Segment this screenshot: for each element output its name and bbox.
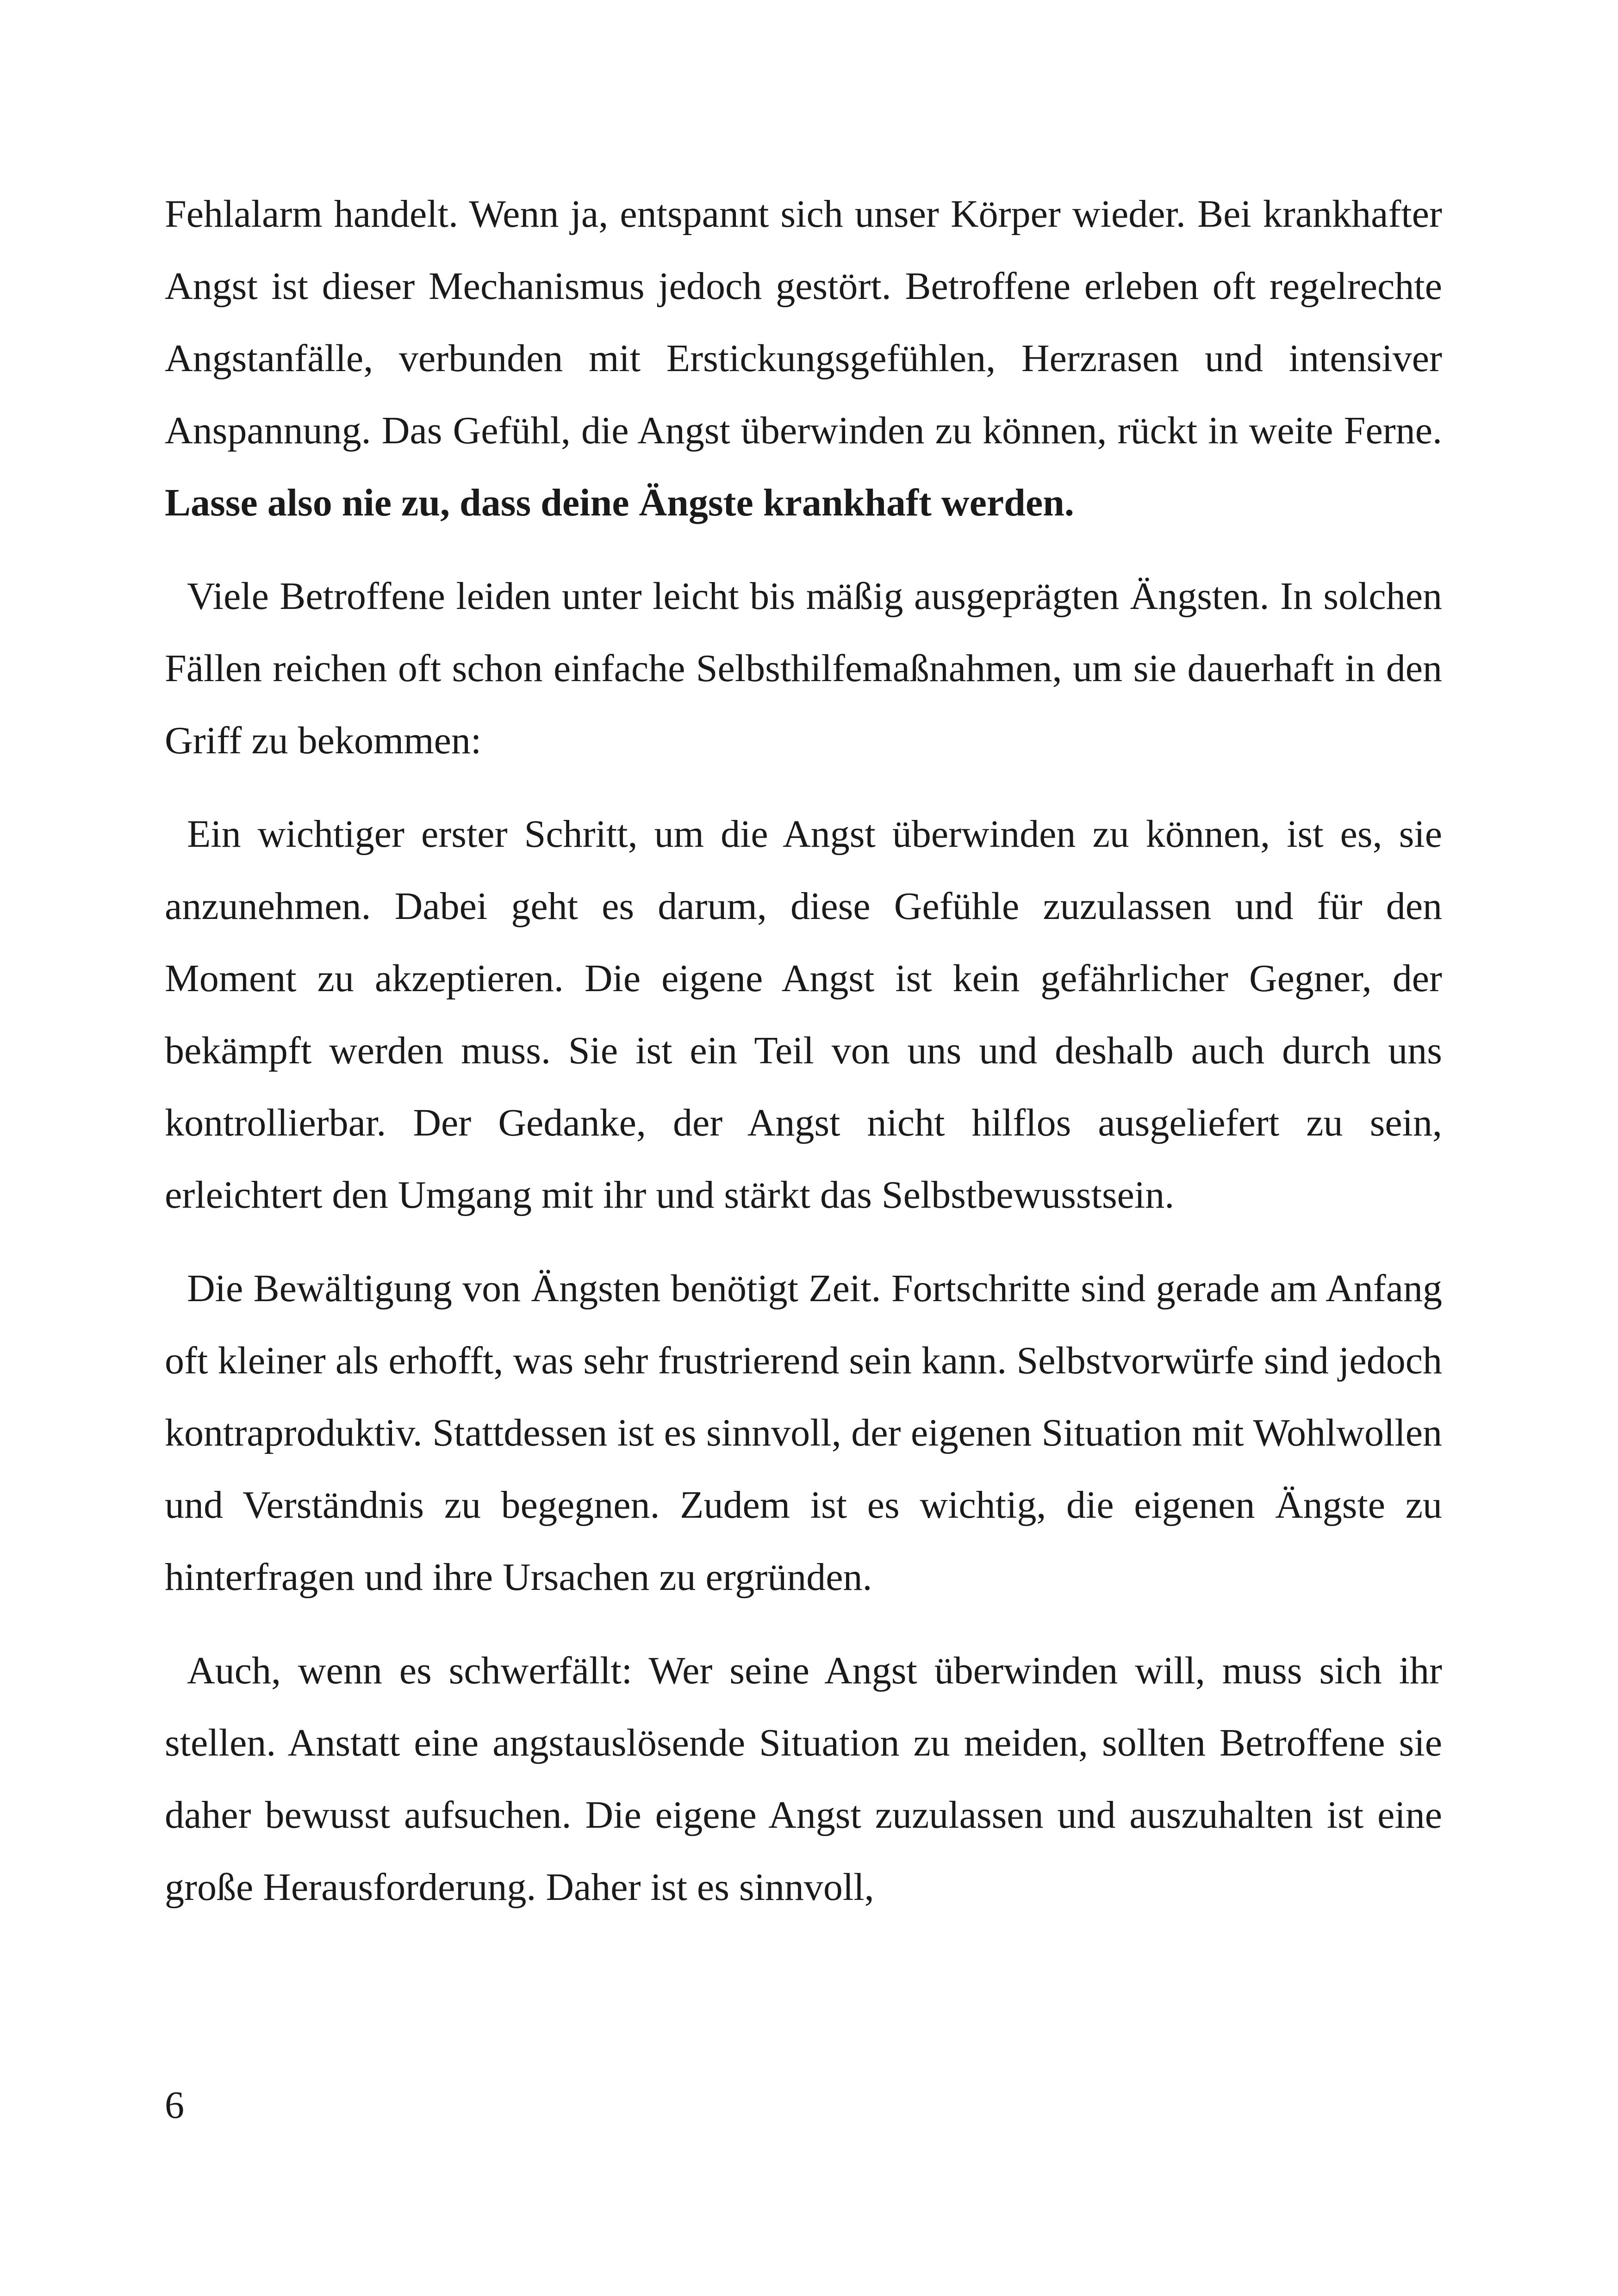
- paragraph-4: Die Bewältigung von Ängsten benötigt Zeit. Fortschritte sind gerade am Anfang oft kleiner als erhofft, was sehr frustrierend sein kann. Selbstvorwürfe sind jedoch kontraproduktiv. Stattdessen ist es sinnvoll, der eigenen Situation mit Wohlwollen und Verständnis zu begegnen. Zudem ist es wichtig, die eigenen Ängste zu hinterfragen und ihre Ursachen zu ergründen.: [165, 1267, 1442, 1599]
- page-number: 6: [165, 2084, 184, 2127]
- paragraph-1-text: Fehlalarm handelt. Wenn ja, entspannt sich unser Körper wieder. Bei krankhafter Angst ist dieser Mechanismus jedoch gestört. Betroffene erleben oft regelrechte Angstanfälle, verbunden mit Erstickungsgefühlen, Herzrasen und intensiver Anspannung. Das Gefühl, die Angst überwinden zu können, rückt in weite Ferne.: [165, 192, 1442, 452]
- paragraph-1-bold-text: Lasse also nie zu, dass deine Ängste krankhaft werden.: [165, 481, 1074, 524]
- paragraph-2: Viele Betroffene leiden unter leicht bis mäßig ausgeprägten Ängsten. In solchen Fällen reichen oft schon einfache Selbsthilfemaßnahmen, um sie dauerhaft in den Griff zu bekommen:: [165, 575, 1442, 762]
- page-body: [165, 178, 1442, 1945]
- paragraph-5: Auch, wenn es schwerfällt: Wer seine Angst überwinden will, muss sich ihr stellen. Anstatt eine angstauslösende Situation zu meiden, sollten Betroffene sie daher bewusst aufsuchen. Die eigene Angst zuzulassen und auszuhalten ist eine große Herausforderung. Daher ist es sinnvoll,: [165, 1649, 1442, 1909]
- paragraph-1: [165, 178, 1442, 539]
- paragraph-3: Ein wichtiger erster Schritt, um die Angst überwinden zu können, ist es, sie anzunehmen. Dabei geht es darum, diese Gefühle zuzulassen und für den Moment zu akzeptieren. Die eigene Angst ist kein gefährlicher Gegner, der bekämpft werden muss. Sie ist ein Teil von uns und deshalb auch durch uns kontrollierbar. Der Gedanke, der Angst nicht hilflos ausgeliefert zu sein, erleichtert den Umgang mit ihr und stärkt das Selbstbewusstsein.: [165, 813, 1442, 1216]
